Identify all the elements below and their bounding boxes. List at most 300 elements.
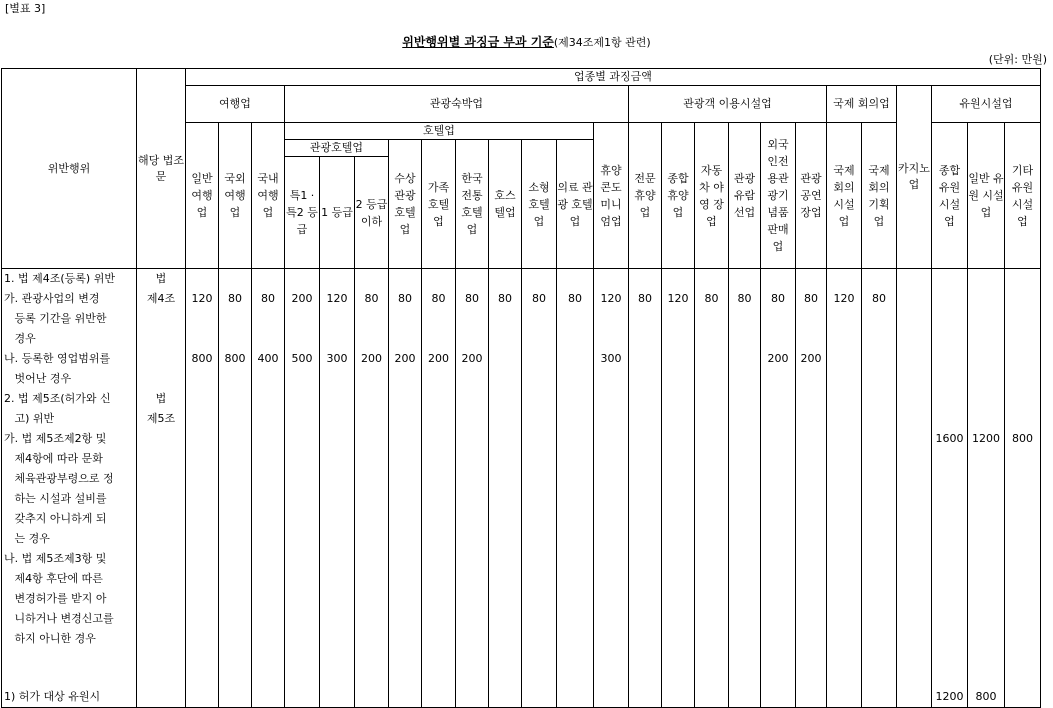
amount-value (219, 369, 251, 389)
amount-value: 200 (767, 352, 789, 365)
amount-value: 80 (261, 292, 275, 305)
amount-value: 80 (465, 292, 479, 305)
law-line (137, 329, 185, 349)
col-theater: 관광 공연 장업 (796, 123, 827, 269)
col-family-hotel: 가족 호텔 업 (422, 140, 456, 269)
amount-value (320, 309, 354, 329)
amount-value (252, 569, 284, 589)
amount-value (389, 269, 421, 289)
amount-value (796, 449, 826, 469)
amount-value (594, 369, 628, 389)
amount-value (285, 687, 319, 707)
amount-value (862, 569, 896, 589)
amount-value (862, 369, 896, 389)
amount-value (320, 589, 354, 609)
amount-value (285, 449, 319, 469)
amount-value (729, 429, 760, 449)
amount-value (897, 469, 931, 489)
amount-value (252, 609, 284, 629)
amount-value (557, 369, 593, 389)
amount-value (897, 589, 931, 609)
amount-value (932, 349, 967, 369)
amount-value (389, 609, 421, 629)
law-line: 제4조 (146, 292, 176, 305)
amount-column (827, 269, 862, 708)
amount-value (320, 269, 354, 289)
amount-value (422, 309, 455, 329)
amount-value (252, 409, 284, 429)
amount-value (285, 329, 319, 349)
amount-value (389, 409, 421, 429)
amount-value (862, 469, 896, 489)
amount-value (522, 687, 556, 707)
amount-value (695, 687, 728, 707)
amount-column (968, 269, 1005, 708)
header-hotel: 호텔업 (285, 123, 594, 140)
violation-line: 2. 법 제5조(허가와 신 (4, 392, 111, 405)
amount-value (1005, 569, 1040, 589)
amount-value (729, 269, 760, 289)
amount-value (489, 629, 521, 649)
amount-value: 200 (361, 352, 382, 365)
amount-value (186, 529, 218, 549)
amount-value (1005, 449, 1040, 469)
amount-value (320, 649, 354, 669)
amount-value (355, 389, 388, 409)
col-pro-resort: 전문 휴양 업 (629, 123, 662, 269)
amount-value (629, 529, 661, 549)
amount-value (761, 429, 795, 449)
amount-value: 500 (291, 352, 313, 365)
amount-value (968, 269, 1004, 289)
amount-value (897, 529, 931, 549)
amount-value (1005, 609, 1040, 629)
amount-value (252, 329, 284, 349)
amount-value (932, 609, 967, 629)
amount-value (968, 589, 1004, 609)
amount-value (1005, 409, 1040, 429)
amount-value (422, 589, 455, 609)
amount-value (355, 609, 388, 629)
amount-value (355, 687, 388, 707)
amount-value (629, 329, 661, 349)
header-industry-amount: 업종별 과징금액 (186, 69, 1041, 86)
law-line (137, 349, 185, 369)
amount-value (285, 609, 319, 629)
amount-value (662, 409, 694, 429)
amount-value (662, 509, 694, 529)
amount-value (761, 469, 795, 489)
amount-value (320, 629, 354, 649)
amount-value (456, 509, 488, 529)
law-line (137, 369, 185, 389)
law-line: 법 (155, 392, 167, 405)
amount-value (629, 629, 661, 649)
amount-value (522, 589, 556, 609)
amount-value (827, 569, 861, 589)
amount-value (932, 529, 967, 549)
amount-value (862, 609, 896, 629)
amount-value (422, 429, 455, 449)
amount-value (219, 489, 251, 509)
violation-cell (2, 269, 137, 708)
amount-value (355, 529, 388, 549)
amount-value (422, 489, 455, 509)
amount-value (285, 589, 319, 609)
amount-value (827, 609, 861, 629)
amount-value (456, 309, 488, 329)
amount-value (796, 529, 826, 549)
amount-value (186, 269, 218, 289)
amount-value (186, 489, 218, 509)
amount-column (557, 269, 594, 708)
amount-column (186, 269, 219, 708)
amount-value: 80 (872, 292, 886, 305)
amount-value (422, 609, 455, 629)
amount-value (252, 589, 284, 609)
amount-value (489, 589, 521, 609)
amount-value (932, 289, 967, 309)
col-auto-camp: 자동 차 야영 장업 (695, 123, 729, 269)
amount-value (285, 429, 319, 449)
amount-value (761, 489, 795, 509)
amount-value (489, 569, 521, 589)
amount-value (695, 489, 728, 509)
amount-value (252, 369, 284, 389)
amount-value (355, 269, 388, 289)
amount-value (897, 369, 931, 389)
amount-value: 800 (191, 352, 213, 365)
amount-value (968, 349, 1004, 369)
amount-value: 800 (975, 690, 997, 703)
amount-value (320, 509, 354, 529)
amount-value (796, 409, 826, 429)
amount-value (932, 549, 967, 569)
amount-value (489, 609, 521, 629)
amount-value (932, 649, 967, 669)
amount-value (932, 449, 967, 469)
amount-value (827, 269, 861, 289)
amount-value (594, 329, 628, 349)
amount-value (761, 269, 795, 289)
amount-value (932, 309, 967, 329)
amount-column (796, 269, 827, 708)
col-cruise: 관광 유람 선업 (729, 123, 761, 269)
amount-value (862, 649, 896, 669)
amount-value (422, 509, 455, 529)
col-water-hotel: 수상 관광 호텔 업 (389, 140, 422, 269)
amount-value (186, 687, 218, 707)
header-law: 해당 법조문 (137, 69, 186, 269)
amount-value (219, 389, 251, 409)
amount-value (557, 509, 593, 529)
amount-value (862, 549, 896, 569)
amount-value (695, 429, 728, 449)
amount-value (456, 489, 488, 509)
amount-value (456, 329, 488, 349)
amount-value (796, 649, 826, 669)
amount-value (796, 589, 826, 609)
amount-value (796, 469, 826, 489)
amount-value (456, 589, 488, 609)
amount-value (219, 687, 251, 707)
amount-value (796, 329, 826, 349)
amount-value (897, 329, 931, 349)
amount-value (629, 349, 661, 369)
violation-line: 제4항에 따라 문화 (4, 452, 103, 465)
amount-value (186, 449, 218, 469)
amount-value (422, 529, 455, 549)
amount-value (594, 469, 628, 489)
amount-value (729, 687, 760, 707)
amount-value (320, 569, 354, 589)
amount-value (219, 609, 251, 629)
amount-value (389, 469, 421, 489)
amount-value (186, 569, 218, 589)
amount-value (186, 649, 218, 669)
amount-value (932, 489, 967, 509)
amount-value (897, 569, 931, 589)
amount-value (761, 449, 795, 469)
amount-value (695, 529, 728, 549)
amount-value (456, 449, 488, 469)
amount-value: 200 (291, 292, 313, 305)
penalty-table (1, 68, 1041, 708)
amount-value (1005, 269, 1040, 289)
amount-value (252, 649, 284, 669)
amount-value (557, 469, 593, 489)
amount-column (489, 269, 522, 708)
amount-value (695, 569, 728, 589)
amount-value (320, 369, 354, 389)
amount-value (796, 569, 826, 589)
col-korean-hotel: 한국 전통 호텔 업 (456, 140, 489, 269)
amount-value (186, 509, 218, 529)
amount-value (186, 609, 218, 629)
violation-line: 니하거나 변경신고를 (4, 612, 114, 625)
amount-value (594, 309, 628, 329)
amount-value (594, 589, 628, 609)
amount-value (456, 609, 488, 629)
amount-value (522, 349, 556, 369)
amount-value (695, 369, 728, 389)
amount-value (629, 569, 661, 589)
amount-value (729, 409, 760, 429)
amount-value (320, 329, 354, 349)
amount-value (389, 649, 421, 669)
amount-column (355, 269, 389, 708)
amount-value (796, 269, 826, 289)
amount-value (695, 589, 728, 609)
amount-value (594, 549, 628, 569)
amount-column (1005, 269, 1041, 708)
amount-value (629, 687, 661, 707)
amount-value (557, 609, 593, 629)
amount-column (729, 269, 761, 708)
amount-column (456, 269, 489, 708)
amount-value (897, 289, 931, 309)
amount-value (862, 269, 896, 289)
col-small-hotel: 소형 호텔 업 (522, 140, 557, 269)
amount-value (252, 529, 284, 549)
amount-value (594, 409, 628, 429)
amount-value (285, 309, 319, 329)
amount-value (862, 309, 896, 329)
amount-value: 80 (638, 292, 652, 305)
amount-value (355, 369, 388, 389)
amount-value (186, 589, 218, 609)
amount-value (968, 609, 1004, 629)
amount-value (219, 329, 251, 349)
amount-value (968, 449, 1004, 469)
amount-value (695, 629, 728, 649)
amount-value (827, 687, 861, 707)
amount-value (422, 687, 455, 707)
amount-value (827, 329, 861, 349)
amount-value (897, 429, 931, 449)
amount-value (219, 469, 251, 489)
amount-value (456, 409, 488, 429)
amount-value (1005, 389, 1040, 409)
violation-line: 가. 법 제5조제2항 및 (4, 432, 107, 445)
col-hostel: 호스 텔업 (489, 140, 522, 269)
amount-value (629, 589, 661, 609)
amount-value (389, 569, 421, 589)
violation-line: 나. 등록한 영업범위를 (4, 352, 111, 365)
amount-value (186, 389, 218, 409)
amount-value (456, 269, 488, 289)
amount-value (489, 349, 521, 369)
amount-value (522, 429, 556, 449)
amount-value (932, 409, 967, 429)
amount-value (695, 309, 728, 329)
amount-value (827, 309, 861, 329)
amount-value (389, 509, 421, 529)
amount-value (456, 369, 488, 389)
amount-value (968, 469, 1004, 489)
amount-value (695, 469, 728, 489)
amount-value (796, 429, 826, 449)
amount-value (320, 409, 354, 429)
amount-value (522, 369, 556, 389)
col-th-2: 2 등급 이하 (355, 157, 389, 269)
amount-value (862, 409, 896, 429)
amount-value (320, 489, 354, 509)
amount-value (729, 389, 760, 409)
col-travel-intl: 국외 여행 업 (219, 123, 252, 269)
amount-value (1005, 329, 1040, 349)
amount-value (827, 409, 861, 429)
amount-value (695, 329, 728, 349)
amount-value (932, 369, 967, 389)
amount-value (761, 629, 795, 649)
amount-value (252, 269, 284, 289)
amount-value (695, 649, 728, 669)
amount-value (662, 687, 694, 707)
amount-value (968, 629, 1004, 649)
amount-value: 80 (228, 292, 242, 305)
amount-value (456, 549, 488, 569)
violation-line: 가. 관광사업의 변경 (4, 292, 100, 305)
amount-value: 80 (804, 292, 818, 305)
amount-value (1005, 509, 1040, 529)
violation-line: 체육관광부령으로 정 (4, 472, 114, 485)
amount-value (968, 549, 1004, 569)
amount-value (695, 389, 728, 409)
amount-value (219, 529, 251, 549)
amount-value (186, 629, 218, 649)
amount-value (968, 389, 1004, 409)
col-amuse-normal: 일반 유원 시설 업 (968, 123, 1005, 269)
amount-value: 80 (737, 292, 752, 305)
amount-value (557, 529, 593, 549)
amount-value: 80 (398, 292, 412, 305)
amount-value (761, 309, 795, 329)
unit-note: (단위: 만원) (988, 53, 1047, 66)
amount-value (761, 569, 795, 589)
amount-value (968, 369, 1004, 389)
amount-value (729, 349, 760, 369)
amount-value: 800 (224, 352, 246, 365)
amount-value (594, 609, 628, 629)
amount-value (522, 389, 556, 409)
amount-value (456, 629, 488, 649)
amount-value (629, 469, 661, 489)
amount-value (285, 469, 319, 489)
amount-value (897, 349, 931, 369)
amount-value (729, 309, 760, 329)
col-th-special: 특1 · 특2 등급 (285, 157, 320, 269)
amount-value (761, 589, 795, 609)
amount-value (897, 687, 931, 707)
amount-value (594, 569, 628, 589)
amount-value (1005, 649, 1040, 669)
amount-value (219, 269, 251, 289)
amount-value (761, 409, 795, 429)
amount-value (662, 529, 694, 549)
col-amuse-general: 종합 유원 시설 업 (932, 123, 968, 269)
amount-column (285, 269, 320, 708)
amount-value (761, 687, 795, 707)
amount-value (456, 649, 488, 669)
amount-value (320, 469, 354, 489)
law-line: 제5조 (146, 412, 176, 425)
amount-value (522, 509, 556, 529)
violation-line: 갖추지 아니하게 되 (4, 512, 107, 525)
amount-value (422, 549, 455, 569)
amount-value (219, 449, 251, 469)
amount-value (897, 609, 931, 629)
amount-value (522, 629, 556, 649)
amount-value: 120 (833, 292, 855, 305)
title-main: 위반행위별 과징금 부과 기준 (402, 35, 554, 49)
amount-value (252, 309, 284, 329)
amount-value (761, 329, 795, 349)
amount-value (662, 629, 694, 649)
amount-value (456, 687, 488, 707)
amount-value (761, 609, 795, 629)
amount-value (422, 629, 455, 649)
amount-value (489, 269, 521, 289)
amount-value (557, 649, 593, 669)
amount-value (186, 549, 218, 569)
amount-value (456, 569, 488, 589)
violation-line: 하는 시설과 설비를 (4, 492, 107, 505)
amount-value (827, 349, 861, 369)
law-cell (137, 269, 186, 708)
amount-value (629, 309, 661, 329)
amount-value (629, 509, 661, 529)
